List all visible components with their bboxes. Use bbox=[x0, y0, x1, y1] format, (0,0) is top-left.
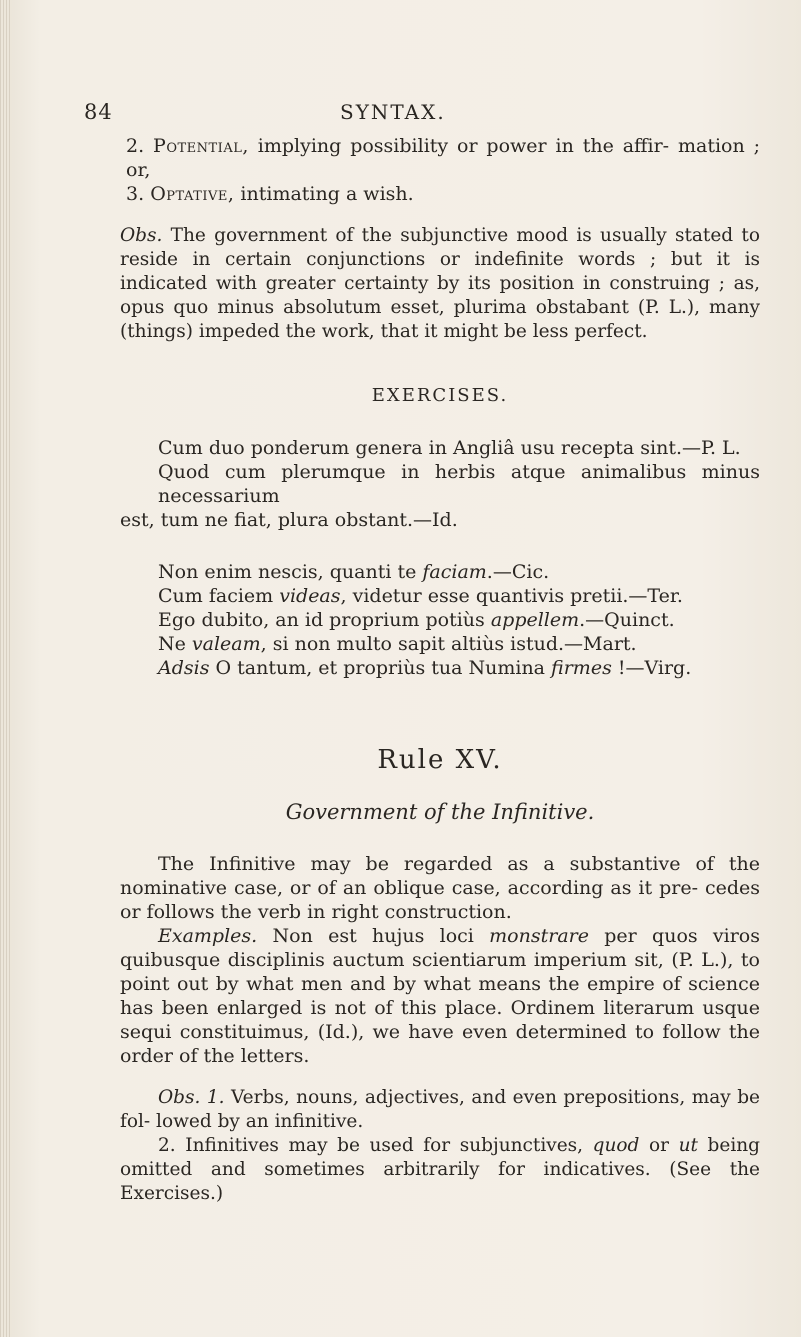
obs-label: Obs. bbox=[120, 225, 163, 246]
exercise-line-1: Cum duo ponderum genera in Angliâ usu recepta sint.—P. L. bbox=[158, 437, 741, 459]
rule-paragraph: The Infinitive may be regarded as a substantive of the nominative case, or of an oblique case, according as it pre- cedes or follows the verb in right construction. bbox=[120, 853, 760, 923]
rule-obs-2: 2. Infinitives may be used for subjunctives, quod or ut being omitted and sometimes arbitrarily for indicatives. (See the Exercises.) bbox=[120, 1135, 760, 1204]
running-head: SYNTAX. bbox=[340, 100, 446, 124]
observation-paragraph bbox=[120, 224, 760, 344]
exercise-quote-5: Adsis O tantum, et propriùs tua Numina firmes !—Virg. bbox=[158, 657, 692, 679]
exercise-line-2-cont: est, tum ne fiat, plura obstant.—Id. bbox=[120, 509, 458, 531]
exercise-quote-3: Ego dubito, an id proprium potiùs appellem.—Quinct. bbox=[158, 609, 675, 631]
page-content bbox=[84, 100, 760, 1206]
obs-text: The government of the subjunctive mood is usually stated to reside in certain conjunctions or indefinite words ; but it is indicated with greater certainty by its position in construing ; as, opus quo minus absolutum esset, plurima obstabant (P. L.), many (things) impeded the work, that it might be less perfect. bbox=[120, 225, 760, 342]
page-number: 84 bbox=[84, 100, 113, 124]
mood-item-potential: 2. Potential, implying possibility or power in the affir- mation ; or, bbox=[126, 135, 760, 181]
page-edge bbox=[0, 0, 12, 1337]
exercise-line-2: Quod cum plerumque in herbis atque animalibus minus necessarium bbox=[158, 461, 760, 507]
exercise-group-2 bbox=[120, 560, 760, 680]
exercise-quote-2: Cum faciem videas, videtur esse quantivis pretii.—Ter. bbox=[158, 585, 683, 607]
page-header bbox=[84, 100, 760, 134]
rule-subheading: Government of the Infinitive. bbox=[285, 800, 595, 824]
examples-label: Examples. bbox=[158, 925, 258, 947]
rule-heading: Rule XV. bbox=[377, 745, 503, 775]
exercise-quote-4: Ne valeam, si non multo sapit altiùs istud.—Mart. bbox=[158, 633, 637, 655]
exercises-heading: EXERCISES. bbox=[371, 385, 509, 406]
rule-obs-1: Obs. 1. Verbs, nouns, adjectives, and even prepositions, may be fol- lowed by an infinitive. bbox=[120, 1087, 760, 1132]
mood-item-optative: 3. Optative, intimating a wish. bbox=[126, 183, 414, 205]
exercise-quote-1: Non enim nescis, quanti te faciam.—Cic. bbox=[158, 561, 550, 583]
term-potential: Potential, bbox=[153, 135, 249, 157]
examples-paragraph: Examples. Non est hujus loci monstrare per quos viros quibusque disciplinis auctum scientiarum imperium sit, (P. L.), to point out by what men and by what means the empire of science has been enlarged is not of this place. Ordinem literarum usque sequi constituimus, (Id.), we have even determined to follow the order of the letters. bbox=[120, 925, 760, 1067]
term-optative: Optative, bbox=[150, 183, 235, 205]
